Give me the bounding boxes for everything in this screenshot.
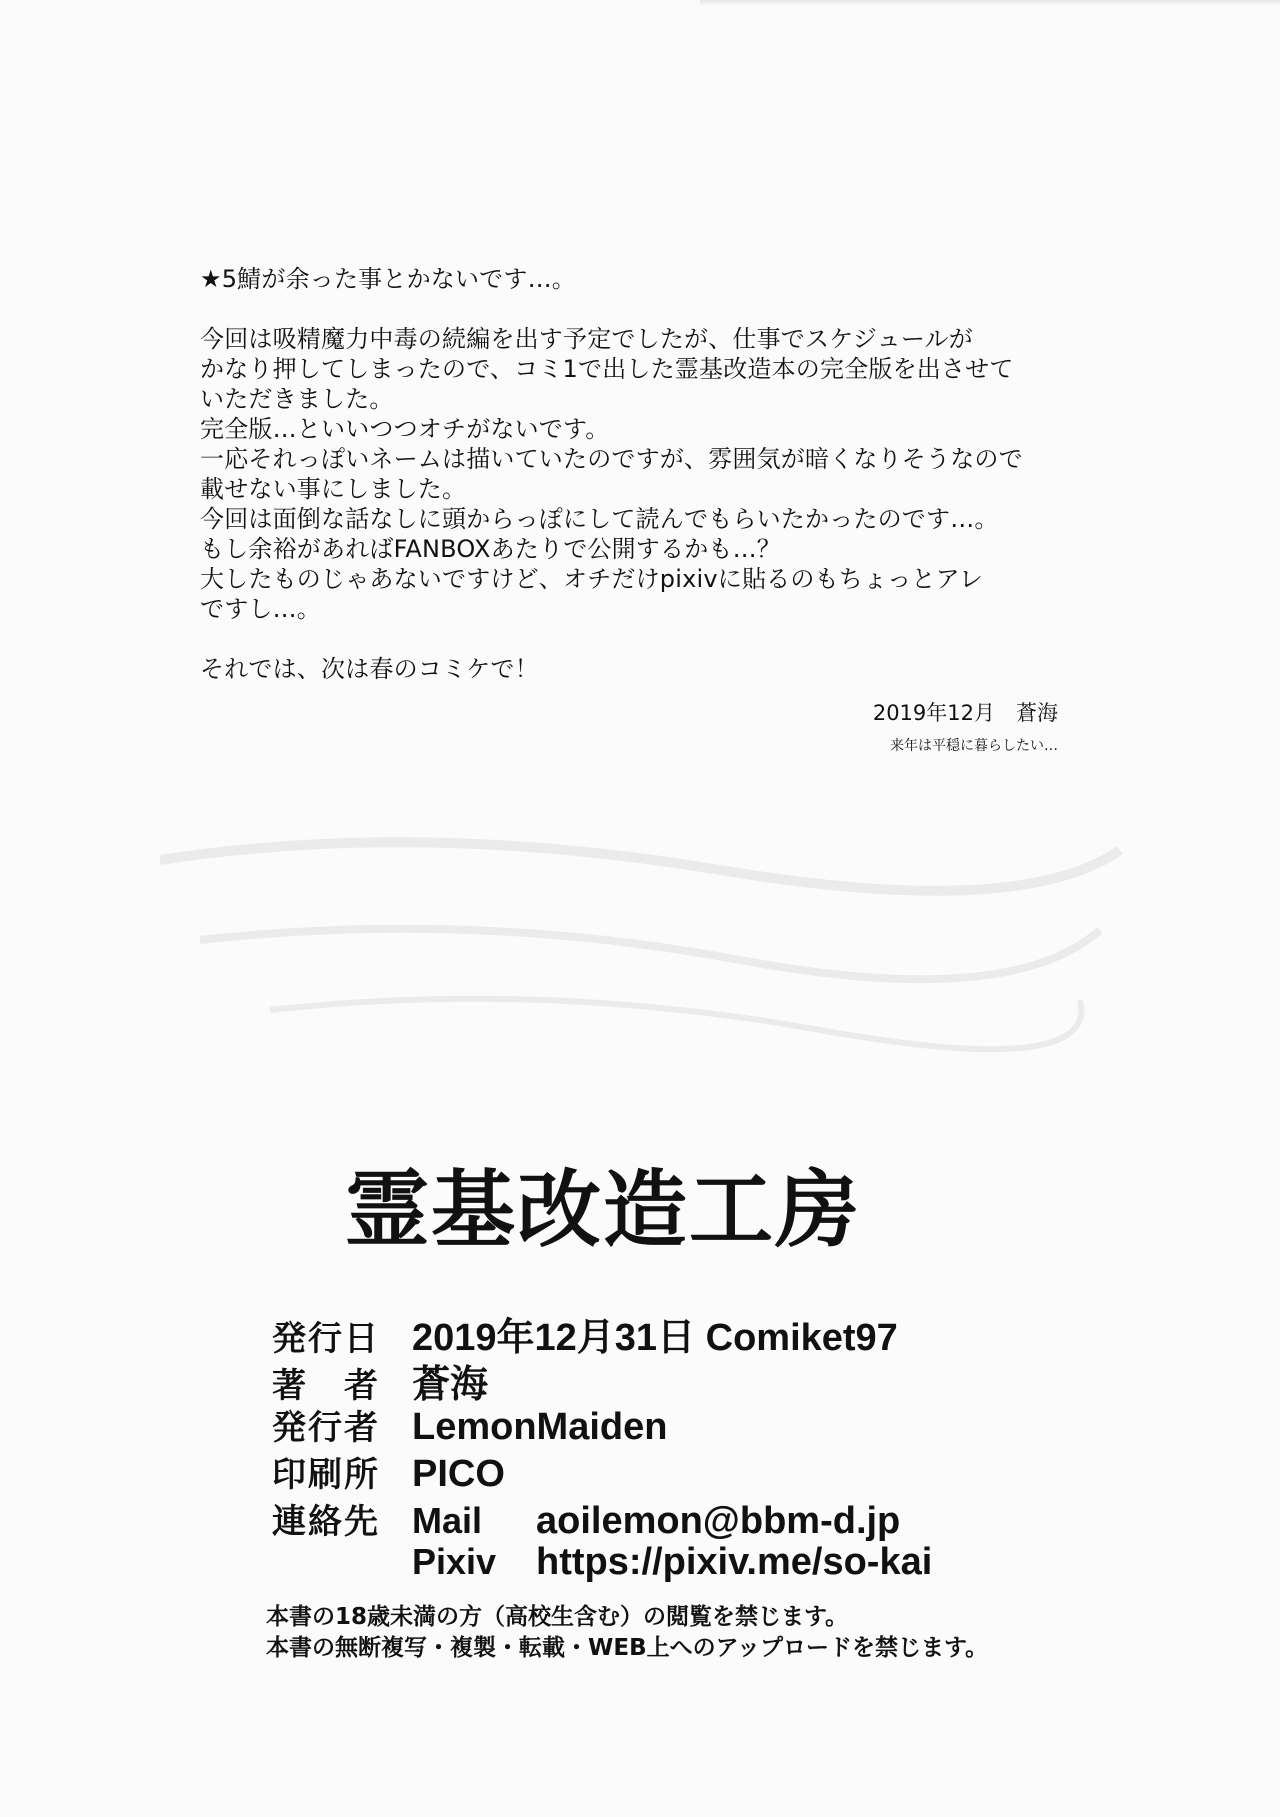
colophon-title: 霊基改造工房 [345,1161,862,1259]
mail-key: Mail [412,1500,483,1541]
colophon-row-printer [272,1447,1072,1494]
colophon-row-contact-pixiv [272,1541,1072,1588]
pixiv-key: Pixiv [412,1541,497,1582]
author-value: 蒼海 [412,1364,489,1406]
contact-pixiv [412,1541,932,1584]
colophon-row-publisher [272,1400,1072,1447]
afterword-line: いただきました。 [200,385,394,413]
issue-date-value: 2019年12月31日 Comiket97 [412,1317,898,1359]
afterword-line: 一応それっぽいネームは描いていたのですが、雰囲気が暗くなりそうなので [200,445,1023,473]
publisher-label: 発行者 [272,1408,380,1448]
colophon-table [272,1306,1072,1588]
copy-restriction-notice: 本書の無断複写・複製・転載・WEB上へのアップロードを禁じます。 [266,1635,989,1661]
author-label: 著 者 [272,1366,380,1406]
contact-mail [412,1500,900,1543]
afterword-line: 完全版…といいつつオチがないです。 [200,415,610,443]
afterword-line: 今回は面倒な話なしに頭からっぽにして読んでもらいたかったのです…。 [200,505,999,533]
publisher-value: LemonMaiden [412,1406,668,1448]
afterword-line: もし余裕があればFANBOXあたりで公開するかも…？ [200,535,782,563]
show-through-shadow [120,800,1160,1060]
pixiv-url: https://pixiv.me/so-kai [536,1541,933,1583]
printer-value: PICO [412,1453,505,1495]
contact-label: 連絡先 [272,1502,380,1542]
paragraph-gap [200,294,1060,324]
paragraph-gap [200,624,1060,654]
mail-value: aoilemon@bbm-d.jp [536,1500,901,1542]
colophon-row-contact-mail [272,1494,1072,1541]
afterword-line: 大したものじゃあないですけど、オチだけpixivに貼るのもちょっとアレ [200,565,984,593]
colophon-row-issue-date [272,1306,1072,1359]
legal-notices [266,1602,1166,1664]
issue-date-label: 発行日 [272,1319,380,1359]
signature-date-author: 2019年12月 蒼海 [872,701,1058,725]
afterword-line: 今回は吸精魔力中毒の続編を出す予定でしたが、仕事でスケジュールが [200,325,973,353]
afterword-text [200,264,1060,684]
page-edge-shadow [700,0,1280,6]
age-restriction-notice: 本書の18歳未満の方（高校生含む）の閲覧を禁じます。 [266,1604,849,1630]
afterword-line: かなり押してしまったので、コミ1で出した霊基改造本の完全版を出させて [200,355,1014,383]
signature-note: 来年は平穏に暮らしたい… [890,738,1058,754]
afterword-line: ★5鯖が余った事とかないです…。 [200,265,576,293]
afterword-line: それでは、次は春のコミケで！ [200,655,539,683]
afterword-line: 載せない事にしました。 [200,475,467,503]
printer-label: 印刷所 [272,1455,380,1495]
afterword-line: ですし…。 [200,595,321,623]
